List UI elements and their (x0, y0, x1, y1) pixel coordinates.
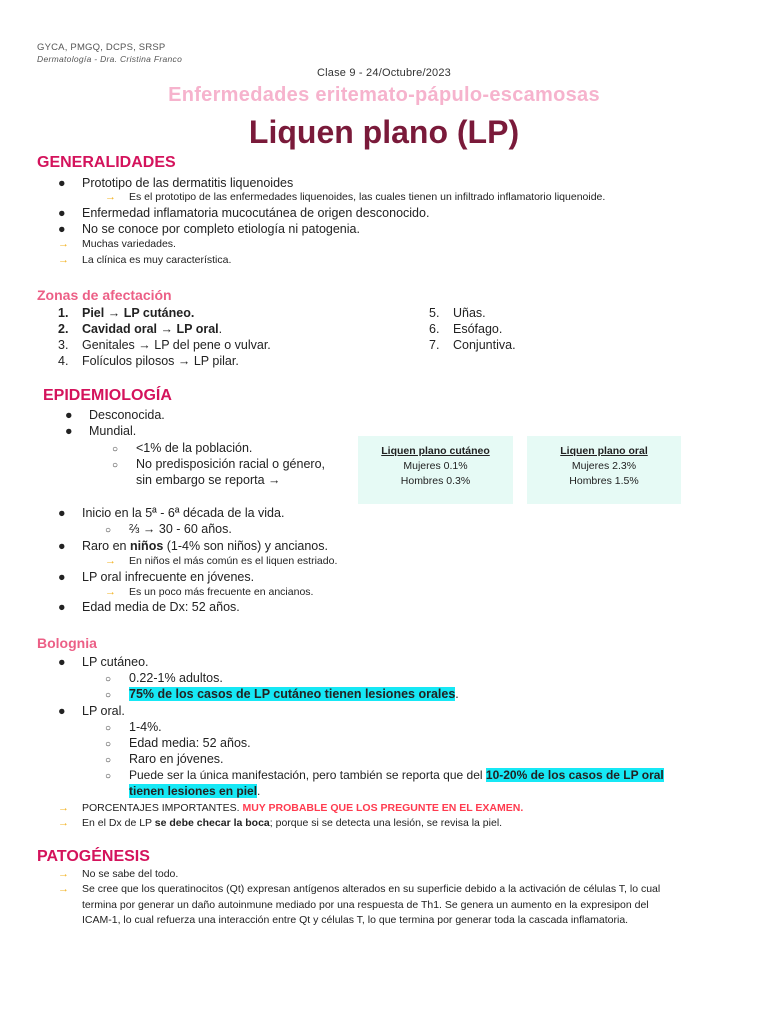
arrow-icon: → (58, 868, 69, 880)
list-item: → Se cree que los queratinocitos (Qt) expresan antígenos alterados en su superficie debido a la activación de células T, lo cual (58, 883, 661, 895)
list-item-cont: sin embargo se reporta → (136, 473, 281, 487)
list-item: ○ 1-4%. (105, 720, 162, 734)
list-item: ○ No predisposición racial o género, (112, 457, 325, 471)
bullet-icon: ● (58, 506, 66, 520)
list-item: → Es un poco más frecuente en ancianos. (105, 586, 314, 598)
list-item: ○ Puede ser la única manifestación, pero también se reporta que del 10-20% de los casos de LP oral (105, 768, 664, 782)
list-item: → La clínica es muy característica. (58, 254, 232, 266)
list-item: ● Raro en niños (1-4% son niños) y ancianos. (58, 539, 328, 553)
arrow-icon: → (58, 802, 69, 814)
arrow-icon: → (105, 586, 116, 598)
highlight: tienen lesiones en piel (129, 784, 258, 798)
circle-bullet-icon: ○ (105, 755, 112, 766)
page-subtitle: Enfermedades eritemato-pápulo-escamosas (168, 84, 600, 106)
heading-epidemiologia: EPIDEMIOLOGÍA (43, 387, 172, 404)
stats-box-cutaneo (358, 436, 513, 504)
circle-bullet-icon: ○ (105, 771, 112, 782)
list-item: ● Inicio en la 5ª - 6ª década de la vida. (58, 506, 285, 520)
bullet-icon: ● (58, 539, 66, 553)
header-line2: Dermatología - Dra. Cristina Franco (37, 54, 183, 64)
stats-box-line: Mujeres 0.1% (403, 460, 468, 472)
page-title: Liquen plano (LP) (248, 114, 520, 150)
bullet-icon: ● (58, 600, 66, 614)
list-item: 1. Piel → LP cutáneo. (58, 306, 195, 320)
stats-box-oral (527, 436, 681, 504)
list-item: 7. Conjuntiva. (429, 338, 516, 352)
list-item: → No se sabe del todo. (58, 868, 179, 880)
highlight: 10-20% de los casos de LP oral (485, 768, 664, 782)
list-item: ○ Raro en jóvenes. (105, 752, 224, 766)
list-item: 6. Esófago. (429, 322, 503, 336)
list-item: ● LP oral infrecuente en jóvenes. (58, 570, 255, 584)
stats-box-title: Liquen plano cutáneo (381, 445, 490, 457)
list-item: ● Mundial. (65, 424, 137, 438)
list-item: → En el Dx de LP se debe checar la boca; porque si se detecta una lesión, se revisa la piel. (58, 817, 503, 829)
list-item: ● LP cutáneo. (58, 655, 149, 669)
list-item: → Muchas variedades. (58, 238, 176, 250)
bullet-icon: ● (65, 424, 73, 438)
stats-box-line: Mujeres 2.3% (571, 460, 637, 472)
list-item: 2. Cavidad oral → LP oral. (58, 322, 223, 336)
list-item: 4. Folículos pilosos → LP pilar. (58, 354, 239, 368)
red-emphasis: MUY PROBABLE QUE LOS PREGUNTE EN EL EXAMEN. (242, 802, 524, 814)
list-item-cont: tienen lesiones en piel. (129, 784, 261, 798)
list-item: 5. Uñas. (429, 306, 486, 320)
list-item: ○ <1% de la población. (112, 441, 253, 455)
arrow-icon: → (58, 817, 69, 829)
header-line1: GYCA, PMGQ, DCPS, SRSP (37, 42, 166, 53)
list-item: ○ ⅔ → 30 - 60 años. (105, 522, 232, 536)
bullet-icon: ● (58, 570, 66, 584)
circle-bullet-icon: ○ (105, 723, 112, 734)
list-item-cont: ICAM-1, lo cual refuerza una interacción entre Qt y células T, lo que termina por generar toda la cascada inflamatoria. (82, 914, 629, 926)
list-item: ● LP oral. (58, 704, 125, 718)
arrow-icon: → (58, 238, 69, 250)
list-item: 3. Genitales → LP del pene o vulvar. (58, 338, 271, 352)
stats-box-title: Liquen plano oral (560, 445, 648, 457)
list-item: ● Prototipo de las dermatitis liquenoides (58, 176, 294, 190)
circle-bullet-icon: ○ (112, 460, 119, 471)
bullet-icon: ● (58, 704, 66, 718)
bullet-icon: ● (65, 408, 73, 422)
circle-bullet-icon: ○ (105, 525, 112, 536)
class-date: Clase 9 - 24/Octubre/2023 (316, 67, 452, 79)
list-item: ● No se conoce por completo etiología ni patogenia. (58, 222, 360, 236)
arrow-icon: → (105, 555, 116, 567)
heading-zonas: Zonas de afectación (37, 287, 172, 303)
list-item: ● Enfermedad inflamatoria mucocutánea de origen desconocido. (58, 206, 430, 220)
list-item: ● Edad media de Dx: 52 años. (58, 600, 240, 614)
bullet-icon: ● (58, 176, 66, 190)
list-item: → Es el prototipo de las enfermedades liquenoides, las cuales tienen un infiltrado inflamatorio liquenoide. (105, 191, 606, 203)
list-item: ● Desconocida. (65, 408, 165, 422)
arrow-icon: → (58, 254, 69, 266)
heading-generalidades: GENERALIDADES (37, 154, 176, 171)
arrow-icon: → (58, 883, 69, 895)
bullet-icon: ● (58, 655, 66, 669)
list-item: → En niños el más común es el liquen estriado. (105, 555, 338, 567)
list-item: ○ Edad media: 52 años. (105, 736, 251, 750)
stats-box-line: Hombres 0.3% (400, 475, 471, 487)
circle-bullet-icon: ○ (105, 739, 112, 750)
stats-box-line: Hombres 1.5% (569, 475, 639, 487)
list-item: ○ 75% de los casos de LP cutáneo tienen lesiones orales. (105, 687, 459, 701)
heading-patogenesis: PATOGÉNESIS (37, 848, 150, 865)
circle-bullet-icon: ○ (112, 444, 119, 455)
highlight: 75% de los casos de LP cutáneo tienen lesiones orales (129, 687, 456, 701)
list-item-cont: termina por generar un daño autoinmune mediado por una respuesta de Th1. Se genera un aumento en la expresipon del (82, 899, 649, 911)
bullet-icon: ● (58, 222, 66, 236)
circle-bullet-icon: ○ (105, 690, 112, 701)
arrow-icon: → (105, 191, 116, 203)
list-item: → PORCENTAJES IMPORTANTES. MUY PROBABLE QUE LOS PREGUNTE EN EL EXAMEN. (58, 802, 524, 814)
bullet-icon: ● (58, 206, 66, 220)
list-item: ○ 0.22-1% adultos. (105, 671, 223, 685)
circle-bullet-icon: ○ (105, 674, 112, 685)
heading-bolognia: Bolognia (37, 635, 97, 651)
